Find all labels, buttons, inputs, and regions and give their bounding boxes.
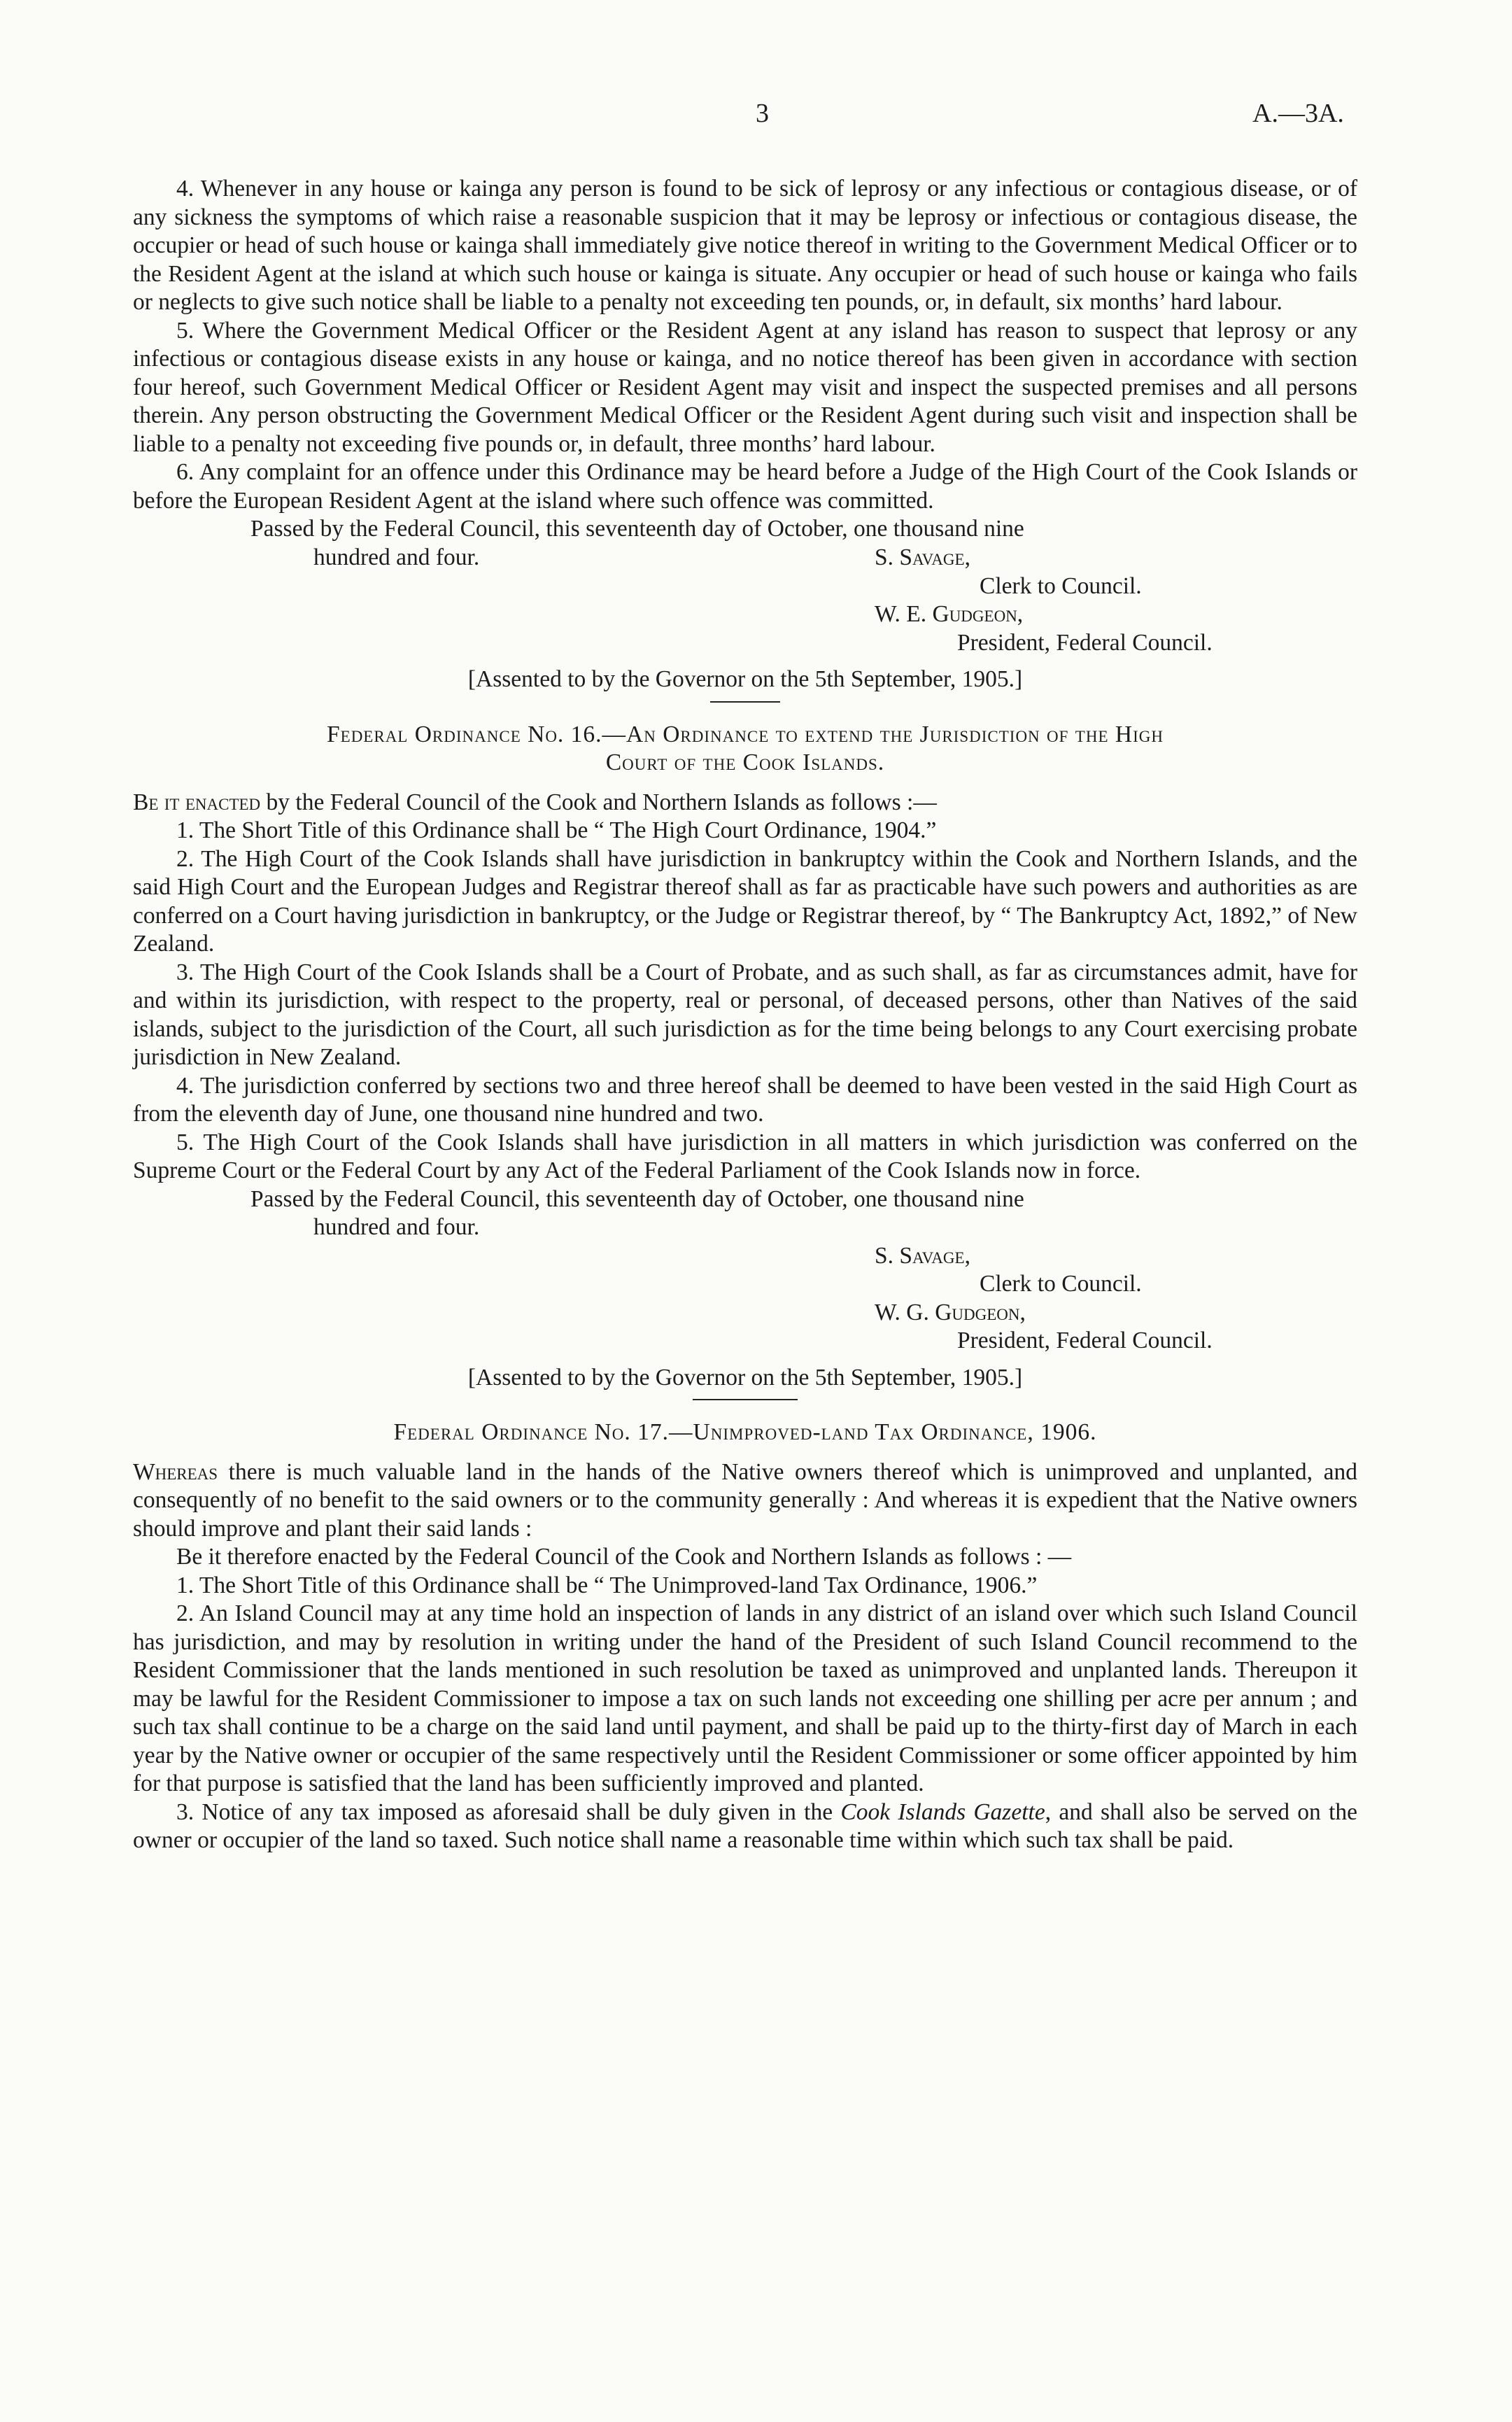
clause-5: 5. Where the Government Medical Officer or the Resident Agent at any island has reason to suspect that leprosy or any infectious or contagious disease exists in any house or kainga, and no notice thereof has been given in accordance with section four hereof, such Government Medical Officer or Resident Agent may visit and inspect the suspected premises and all persons therein. Any person obstructing the Government Medical Officer or the Resident Agent during such visit and inspection shall be liable to a penalty not exceeding five pounds or, in default, three months’ hard labour. — [133, 317, 1357, 457]
ord16-assent-note: [Assented to by the Governor on the 5th September, 1905.] — [467, 1364, 1023, 1390]
signatory-president-title: President, Federal Council. — [957, 629, 1213, 656]
ord16-passed-line-2: hundred and four. — [313, 1214, 480, 1240]
preamble — [133, 1458, 1357, 1544]
ord16-clause-1: 1. The Short Title of this Ordinance shall be “ The High Court Ordinance, 1904.” — [176, 817, 937, 843]
ordinance-16-heading — [133, 721, 1357, 777]
enacting-text: by the Federal Council of the Cook and Northern Islands as follows :— — [260, 789, 937, 815]
assent-note: [Assented to by the Governor on the 5th September, 1905.] — [467, 666, 1023, 692]
ordinance-16-heading-line-1: Federal Ordinance No. 16.—An Ordinance to extend the Jurisdiction of the High — [327, 721, 1164, 747]
passed-line-2: hundred and four. — [313, 544, 480, 570]
ord16-clause-2: 2. The High Court of the Cook Islands shall have jurisdiction in bankruptcy within the Cook and Northern Islands, and the said High Court and the European Judges and Registrar thereof shall as far as practicable have such powers and authorities as are conferred on a Court having jurisdiction in bankruptcy, or the Judge or Registrar thereof, by “ The Bankruptcy Act, 1892,” of New Zealand. — [133, 845, 1357, 957]
document-body — [133, 175, 1357, 1855]
signatory-clerk: S. Savage, — [875, 544, 970, 570]
passed-line-1: Passed by the Federal Council, this seventeenth day of October, one thousand nine — [250, 516, 1024, 542]
enacting-lead: Be it enacted — [133, 789, 261, 815]
ord16-signature-block — [875, 1242, 1357, 1356]
signature-block — [875, 544, 1357, 657]
ord16-signatory-clerk: S. Savage, — [875, 1242, 970, 1269]
page-number: 3 — [756, 99, 769, 128]
document-reference: A.—3A. — [1252, 99, 1344, 128]
ord16-passed-statement — [133, 1185, 1357, 1242]
enacting-clause — [133, 789, 1357, 817]
section-divider-2 — [693, 1399, 798, 1400]
gazette-title: Cook Islands Gazette — [840, 1798, 1045, 1825]
ord16-signatory-president-title: President, Federal Council. — [957, 1328, 1213, 1353]
ordinance-16-heading-line-2: Court of the Cook Islands. — [605, 749, 885, 775]
ord17-enacting-clause: Be it therefore enacted by the Federal Council of the Cook and Northern Islands as follows : — — [176, 1544, 1072, 1570]
page-header — [0, 98, 1512, 140]
clause-6: 6. Any complaint for an offence under this Ordinance may be heard before a Judge of the High Court of the Cook Islands or before the European Resident Agent at the island where such offence was committed. — [133, 459, 1357, 514]
ord17-clause-3 — [133, 1798, 1357, 1855]
ord17-clause-3-start: 3. Notice of any tax imposed as aforesaid shall be duly given in the — [176, 1798, 841, 1825]
ord16-clause-4: 4. The jurisdiction conferred by sections two and three hereof shall be deemed to have been vested in the said High Court as from the eleventh day of June, one thousand nine hundred and two. — [133, 1072, 1357, 1127]
signatory-clerk-title: Clerk to Council. — [980, 572, 1142, 599]
ord17-clause-1: 1. The Short Title of this Ordinance shall be “ The Unimproved-land Tax Ordinance, 1906.” — [176, 1572, 1038, 1598]
ord17-clause-2: 2. An Island Council may at any time hold an inspection of lands in any district of an island over which such Island Council has jurisdiction, and may by resolution in writing under the hand of the President of such Island Council recommend to the Resident Commissioner that the lands mentioned in such resolution be taxed as unimproved and unplanted lands. Thereupon it may be lawful for the Resident Commissioner to impose a tax on such lands not exceeding one shilling per acre per annum ; and such tax shall continue to be a charge on the said land until payment, and shall be paid up to the thirty-first day of March in each year by the Native owner or occupier of the same respectively until the Resident Commissioner or some officer appointed by him for that purpose is satisfied that the land has been sufficiently improved and planted. — [133, 1600, 1357, 1796]
preamble-lead: Whereas — [133, 1458, 218, 1485]
ord16-signatory-clerk-title: Clerk to Council. — [980, 1271, 1142, 1297]
section-divider — [710, 701, 780, 703]
ordinance-17-heading: Federal Ordinance No. 17.—Unimproved-land Tax Ordinance, 1906. — [393, 1419, 1097, 1445]
clause-4: 4. Whenever in any house or kainga any person is found to be sick of leprosy or any infectious or contagious disease, or of any sickness the symptoms of which raise a reasonable suspicion that it may be leprosy or infectious or contagious disease, the occupier or head of such house or kainga shall immediately give notice thereof in writing to the Government Medical Officer or to the Resident Agent at the island at which such house or kainga is situate. Any occupier or head of such house or kainga who fails or neglects to give such notice shall be liable to a penalty not exceeding ten pounds, or, in default, six months’ hard labour. — [133, 176, 1357, 315]
preamble-text: there is much valuable land in the hands of the Native owners thereof which is unimproved and unplanted, and consequently of no benefit to the said owners or to the community generally : And whereas it is expedient that the Native owners should improve and plant their said lands : — [133, 1458, 1357, 1542]
ord16-passed-line-1: Passed by the Federal Council, this seventeenth day of October, one thousand nine — [250, 1185, 1024, 1212]
ord16-signatory-president: W. G. Gudgeon, — [875, 1299, 1026, 1325]
ord16-clause-3: 3. The High Court of the Cook Islands shall be a Court of Probate, and as such shall, as far as circumstances admit, have for and within its jurisdiction, with respect to the property, real or personal, of deceased persons, other than Natives of the said islands, subject to the jurisdiction of the Court, all such jurisdiction as for the time being belongs to any Court exercising probate jurisdiction in New Zealand. — [133, 959, 1357, 1070]
ord16-clause-5: 5. The High Court of the Cook Islands shall have jurisdiction in all matters in which jurisdiction was conferred on the Supreme Court or the Federal Court by any Act of the Federal Parliament of the Cook Islands now in force. — [133, 1129, 1357, 1183]
signatory-president: W. E. Gudgeon, — [875, 601, 1024, 627]
ord17-clause-3-end: , and shall also be served on the owner or occupier of the land so taxed. Such notice shall name a reasonable time within which such tax shall be paid. — [133, 1798, 1357, 1853]
